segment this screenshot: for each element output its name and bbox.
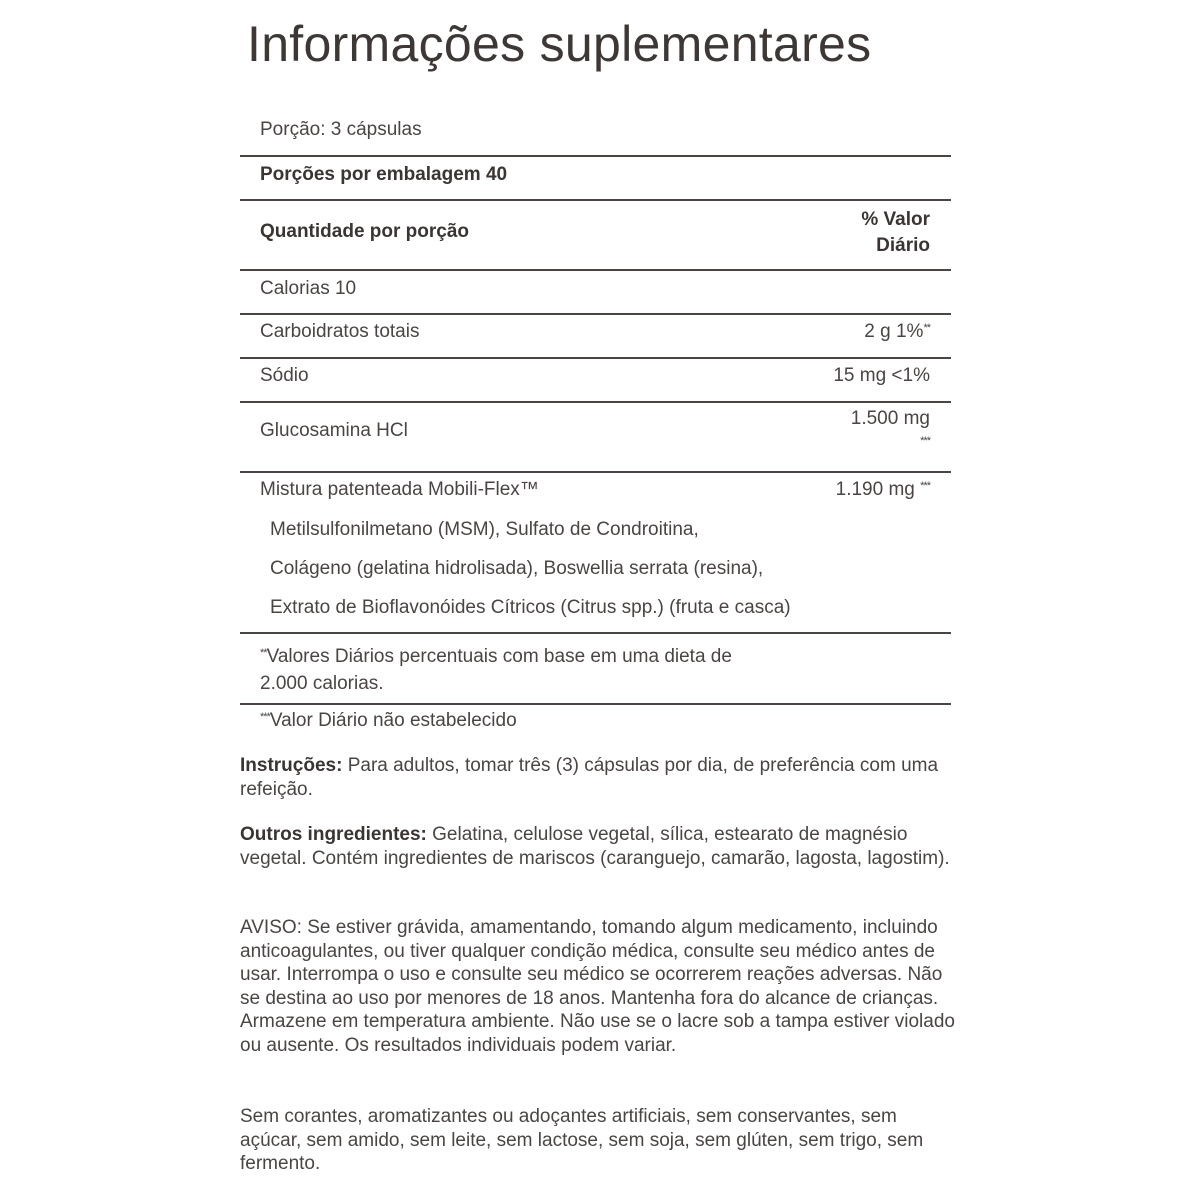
nutrient-row-carbohydrates [240, 315, 951, 359]
nutrient-amount: 2 g 1% [864, 321, 924, 342]
nutrient-name: Carboidratos totais [260, 321, 420, 342]
header-row [240, 201, 951, 271]
blend-ingredient: Metilsulfonilmetano (MSM), Sulfato de Condroitina, [270, 519, 699, 540]
footnote-mark: *** [260, 711, 270, 723]
nutrient-value [836, 479, 930, 501]
supplement-facts-table [240, 110, 951, 745]
free-from-text: Sem corantes, aromatizantes ou adoçantes artificiais, sem conservantes, sem açúcar, sem amido, sem leite, sem lactose, sem soja, sem glúten, sem trigo, sem fermento. [240, 1106, 924, 1174]
instructions [240, 754, 960, 801]
nutrient-amount: 1.500 mg [850, 408, 930, 429]
instructions-label: Instruções: [240, 755, 343, 776]
nutrient-row-glucosamine [240, 403, 951, 473]
nutrient-value [864, 321, 930, 343]
nutrient-name: Mistura patenteada Mobili-Flex™ [260, 479, 539, 500]
warning-text: AVISO: Se estiver grávida, amamentando, tomando algum medicamento, incluindo anticoagulantes, ou tiver qualquer condição médica, consulte seu médico antes de usar. Interrompa o uso e consulte seu médico se ocorrerem reações adversas. Não se destina ao uso por menores de 18 anos. Mantenha fora do alcance de crianças. Armazene em temperatura ambiente. Não use se o lacre sob a tampa estiver violado ou ausente. Os resultados individuais podem variar. [240, 917, 955, 1056]
nutrient-name: Sódio [260, 365, 309, 386]
footnote-not-established [260, 710, 517, 732]
footnote-row-not-established [240, 705, 951, 745]
serving-size-row [240, 110, 951, 157]
blend-ingredient: Extrato de Bioflavonóides Cítricos (Citrus spp.) (fruta e casca) [270, 597, 791, 618]
nutrient-name: Glucosamina HCl [260, 420, 408, 441]
other-ingredients-text: Gelatina, celulose vegetal, sílica, estearato de magnésio vegetal. Contém ingredientes de mariscos (caranguejo, camarão, lagosta, lagostim). [240, 824, 950, 869]
amount-per-serving-header: Quantidade por porção [260, 221, 470, 242]
nutrient-row-sodium [240, 359, 951, 403]
instructions-text: Para adultos, tomar três (3) cápsulas por dia, de preferência com uma refeição. [240, 755, 939, 800]
footnote-text: Valores Diários percentuais com base em uma dieta de [266, 646, 732, 667]
footnote-text: Valor Diário não estabelecido [269, 710, 517, 731]
footnote-mark: *** [920, 480, 930, 492]
other-ingredients-label: Outros ingredientes: [240, 824, 427, 845]
servings-per-container-row [240, 157, 951, 201]
page-title: Informações suplementares [247, 16, 872, 72]
footnote-mark: ** [923, 322, 930, 334]
daily-value-header [861, 207, 930, 259]
nutrient-name: Calorias 10 [260, 278, 357, 299]
blend-ingredient: Colágeno (gelatina hidrolisada), Boswellia serrata (resina), [270, 558, 764, 579]
serving-size: Porção: 3 cápsulas [260, 119, 422, 140]
daily-value-header-line1: % Valor [861, 209, 930, 230]
footnote-row-daily-values [240, 634, 951, 705]
nutrient-row-proprietary-blend [240, 473, 951, 634]
footnote-mark: *** [920, 435, 930, 447]
footnote-daily-values [260, 640, 732, 697]
nutrient-row-calories [240, 271, 951, 315]
servings-per-container: Porções por embalagem 40 [260, 164, 508, 185]
other-ingredients [240, 823, 960, 870]
nutrient-amount: 1.190 mg [835, 479, 915, 500]
footnote-mark: ** [260, 647, 267, 659]
nutrient-value [851, 408, 930, 454]
daily-value-header-line2: Diário [876, 235, 930, 256]
footnote-text: 2.000 calorias. [260, 673, 384, 694]
nutrient-value: 15 mg <1% [833, 365, 930, 386]
